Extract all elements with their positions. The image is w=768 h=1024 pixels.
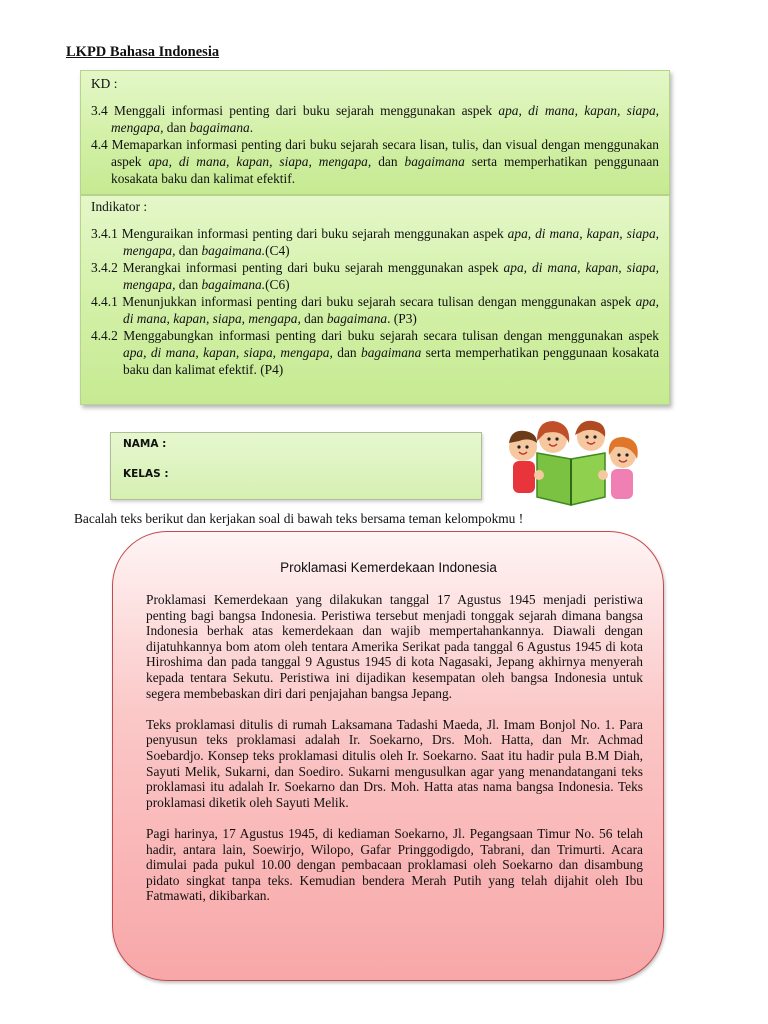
italic-text: apa, di mana, kapan, siapa, mengapa, [123,345,333,360]
instruction-text: Bacalah teks berikut dan kerjakan soal di bawah teks bersama teman kelompokmu ! [74,511,524,526]
kd-box [80,70,670,195]
text: serta memperhatikan penggunaan kosakata baku dan kalimat efektif. (P4) [123,345,660,377]
text: dan [300,311,327,326]
competency-item [91,327,659,378]
student-info-box[interactable] [110,432,482,500]
italic-text: apa, di mana, kapan, siapa, mengapa, [123,260,660,292]
name-label[interactable]: NAMA : [123,438,167,450]
text: serta memperhatikan penggunaan kosakata baku dan kalimat efektif. [111,154,659,186]
italic-text: bagaimana. [201,243,266,258]
document-title: LKPD Bahasa Indonesia [66,44,220,60]
competency-item [91,293,659,327]
article-title: Proklamasi Kemerdekaan Indonesia [280,560,497,575]
text: dan [163,120,190,135]
competency-item [91,259,659,293]
indikator-box [80,195,670,405]
italic-text: bagaimana [189,120,250,135]
competency-item [91,102,659,136]
italic-text: apa, di mana, kapan, siapa, mengapa, [123,294,659,326]
text: 3.4.2 Merangkai informasi penting dari buku sejarah menggunakan aspek [91,260,504,275]
children-reading-illustration [495,415,645,510]
italic-text: apa, di mana, kapan, siapa, mengapa, [148,154,372,169]
competency-item [91,136,659,187]
text: dan [175,277,202,292]
text: (C6) [265,277,290,292]
kd-list [91,102,659,187]
indikator-list [91,225,659,378]
italic-text: bagaimana. [201,277,266,292]
competency-item [91,225,659,259]
article-paragraph: Pagi harinya, 17 Agustus 1945, di kediaman Soekarno, Jl. Pegangsaan Timur No. 56 telah hadir, antara lain, Soewirjo, Wilopo, Gafar Pringgodigdo, Tabrani, dan Trimurti. Acara dimulai pada pukul 10.00 dengan pembacaan proklamasi oleh Soekarno dan disambung pidato singkat tanpa teks. Kemudian bendera Merah Putih yang telah dijahit oleh Ibu Fatmawati, dikibarkan. [146,825,643,904]
reading-text-box [112,531,664,981]
article-paragraph: Teks proklamasi ditulis di rumah Laksamana Tadashi Maeda, Jl. Imam Bonjol No. 1. Para penyusun teks proklamasi adalah Ir. Soekarno, Drs. Moh. Hatta, dan Mr. Achmad Soebardjo. Konsep teks proklamasi ditulis oleh Ir. Soekarno. Saat itu hadir pula B.M Diah, Sayuti Melik, Sukarni, dan Soediro. Sukarni mengusulkan agar yang menandatangani teks proklamasi itu adalah Ir. Soekarno dan Drs. Moh. Hatta atas nama bangsa Indonesia. Teks proklamasi diketik oleh Sayuti Melik. [146,716,643,810]
text: 4.4 Memaparkan informasi penting dari buku sejarah secara lisan, tulis, dan visual dengan menggunakan aspek [91,137,659,169]
text: 4.4.2 Menggabungkan informasi penting dari buku sejarah secara tulisan dengan menggunakan aspek [91,328,659,343]
text: 3.4.1 Menguraikan informasi penting dari buku sejarah menggunakan aspek [91,226,508,241]
text: (C4) [265,243,290,258]
italic-text: apa, di mana, kapan, siapa, mengapa, [123,226,660,258]
text: dan [332,345,362,360]
article-paragraph: Proklamasi Kemerdekaan yang dilakukan tanggal 17 Agustus 1945 menjadi peristiwa penting bagi bangsa Indonesia. Peristiwa tersebut menjadi tonggak sejarah dimana bangsa Indonesia berhak atas kemerdekaan dan wajib mempertahankannya. Diawali dengan dijatuhkannya bom atom oleh tentara Amerika Serikat pada tanggal 6 Agustus 1945 di kota Hiroshima dan pada tanggal 9 Agustus 1945 di kota Nagasaki, Jepang akhirnya menyerah kepada tentara Sekutu. Peristiwa ini dijadikan kesempatan oleh bangsa Indonesia untuk segera membebaskan diri dari penjajahan bangsa Jepang. [146,592,643,701]
text: dan [175,243,202,258]
text: dan [371,154,405,169]
italic-text: bagaimana [404,154,465,169]
text: . (P3) [387,311,417,326]
text: 3.4 Menggali informasi penting dari buku sejarah menggunakan aspek [91,103,499,118]
italic-text: apa, di mana, kapan, siapa, mengapa, [111,103,659,135]
italic-text: bagaimana [361,345,422,360]
class-label[interactable]: KELAS : [123,468,169,480]
kd-heading: KD : [91,76,118,91]
italic-text: bagaimana [326,311,388,326]
indikator-heading: Indikator : [91,199,148,214]
text: 4.4.1 Menunjukkan informasi penting dari buku sejarah secara tulisan dengan menggunakan aspek [91,294,636,309]
text: . [249,120,254,135]
